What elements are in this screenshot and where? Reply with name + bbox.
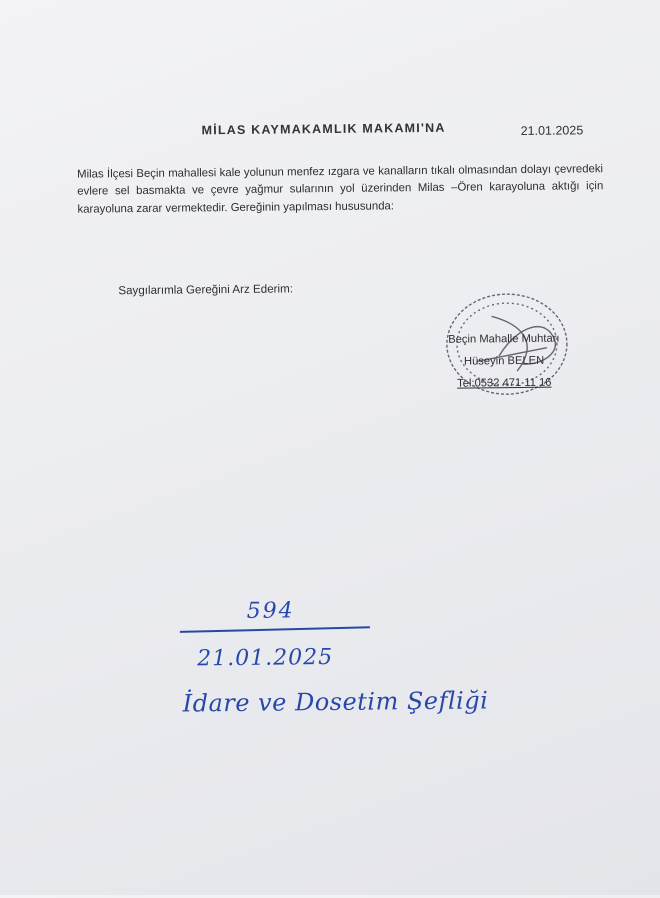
document-title: MİLAS KAYMAKAMLIK MAKAMI'NA — [201, 120, 446, 138]
signature-office: Beçin Mahalle Muhtarı — [448, 332, 560, 346]
closing-line: Saygılarımla Gereğini Arz Ederim: — [118, 282, 294, 298]
document-body: Milas İlçesi Beçin mahallesi kale yolunun menfez ızgara ve kanalların tıkalı olmasından dolayı çevredeki evlere sel basmakta ve çevre yağmur sularının yol üzerinden Milas –Ören karayoluna aktığı için karayoluna zarar vermektedir. Gereğinin yapılması hususunda: — [77, 163, 604, 216]
handwritten-date: 21.01.2025 — [197, 644, 334, 672]
handwritten-underline — [180, 626, 370, 633]
signature-block — [429, 327, 580, 395]
document-date: 21.01.2025 — [520, 123, 584, 138]
handwritten-number: 594 — [246, 598, 295, 624]
signature-name: Hüseyin BELEN — [463, 354, 545, 368]
signature-phone: Tel:0532 471 11 16 — [457, 376, 552, 390]
handwritten-office: İdare ve Dosetim Şefliği — [182, 686, 489, 718]
